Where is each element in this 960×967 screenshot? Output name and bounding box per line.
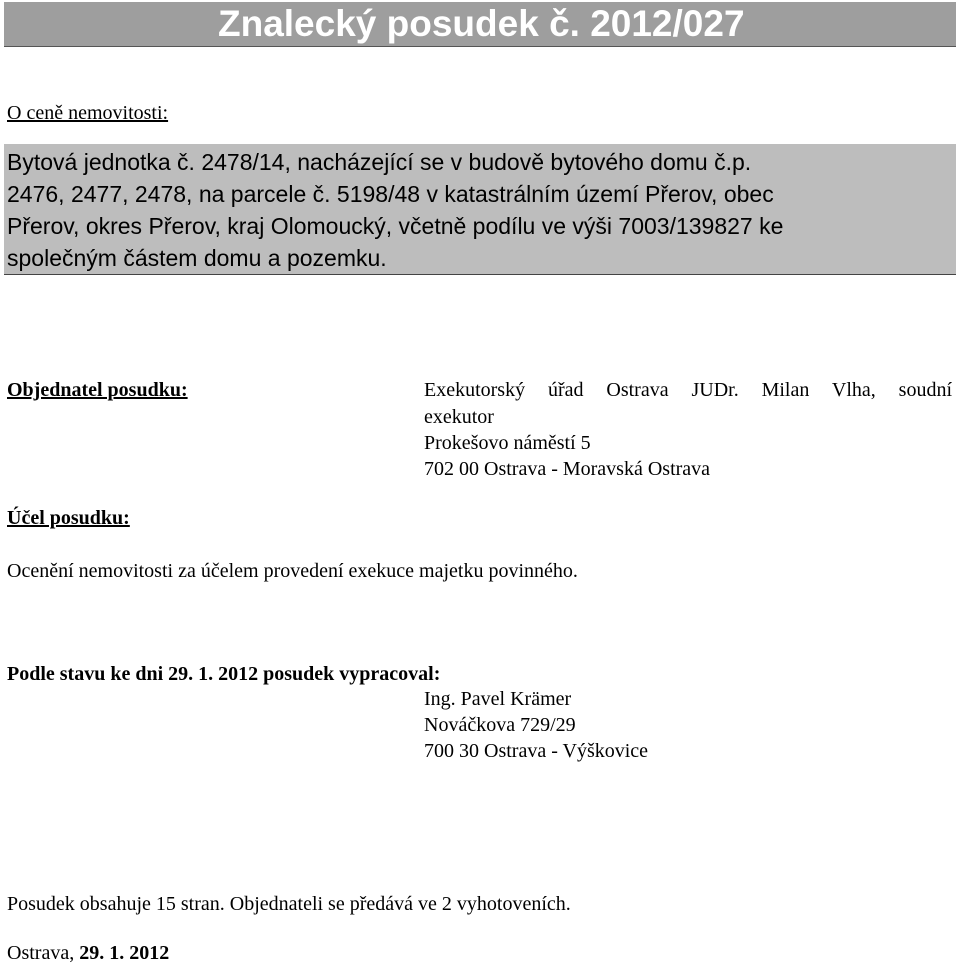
author-line: Nováčkova 729/29: [424, 714, 576, 736]
document-title: Znalecký posudek č. 2012/027: [218, 3, 745, 44]
purpose-text: Ocenění nemovitosti za účelem provedení exekuce majetku povinného.: [7, 560, 578, 582]
client-line: Exekutorský úřad Ostrava JUDr. Milan Vlha, soudní: [424, 379, 952, 401]
subject-line: Bytová jednotka č. 2478/14, nacházející se v budově bytového domu č.p.: [7, 149, 752, 175]
subject-line: 2476, 2477, 2478, na parcele č. 5198/48 v katastrálním území Přerov, obec: [7, 181, 774, 207]
client-line: exekutor: [424, 406, 494, 428]
client-line: 702 00 Ostrava - Moravská Ostrava: [424, 458, 711, 480]
pages-note: Posudek obsahuje 15 stran. Objednateli se předává ve 2 vyhotoveních.: [7, 893, 571, 915]
client-label: Objednatel posudku:: [7, 379, 188, 401]
subject-line: společným částem domu a pozemku.: [7, 245, 387, 271]
client-line: Prokešovo náměstí 5: [424, 432, 591, 454]
author-line: 700 30 Ostrava - Výškovice: [424, 740, 649, 762]
purpose-label: Účel posudku:: [7, 507, 130, 529]
subject-line: Přerov, okres Přerov, kraj Olomoucký, včetně podílu ve výši 7003/139827 ke: [7, 213, 784, 239]
subject-label: O ceně nemovitosti:: [7, 102, 169, 124]
place: Ostrava,: [7, 942, 75, 964]
author-line: Ing. Pavel Krämer: [424, 688, 572, 710]
place-date: [7, 942, 169, 965]
date: 29. 1. 2012: [79, 942, 170, 964]
title-bar: [4, 2, 956, 47]
author-label: Podle stavu ke dni 29. 1. 2012 posudek vypracoval:: [7, 663, 441, 685]
subject-box: [4, 144, 956, 275]
